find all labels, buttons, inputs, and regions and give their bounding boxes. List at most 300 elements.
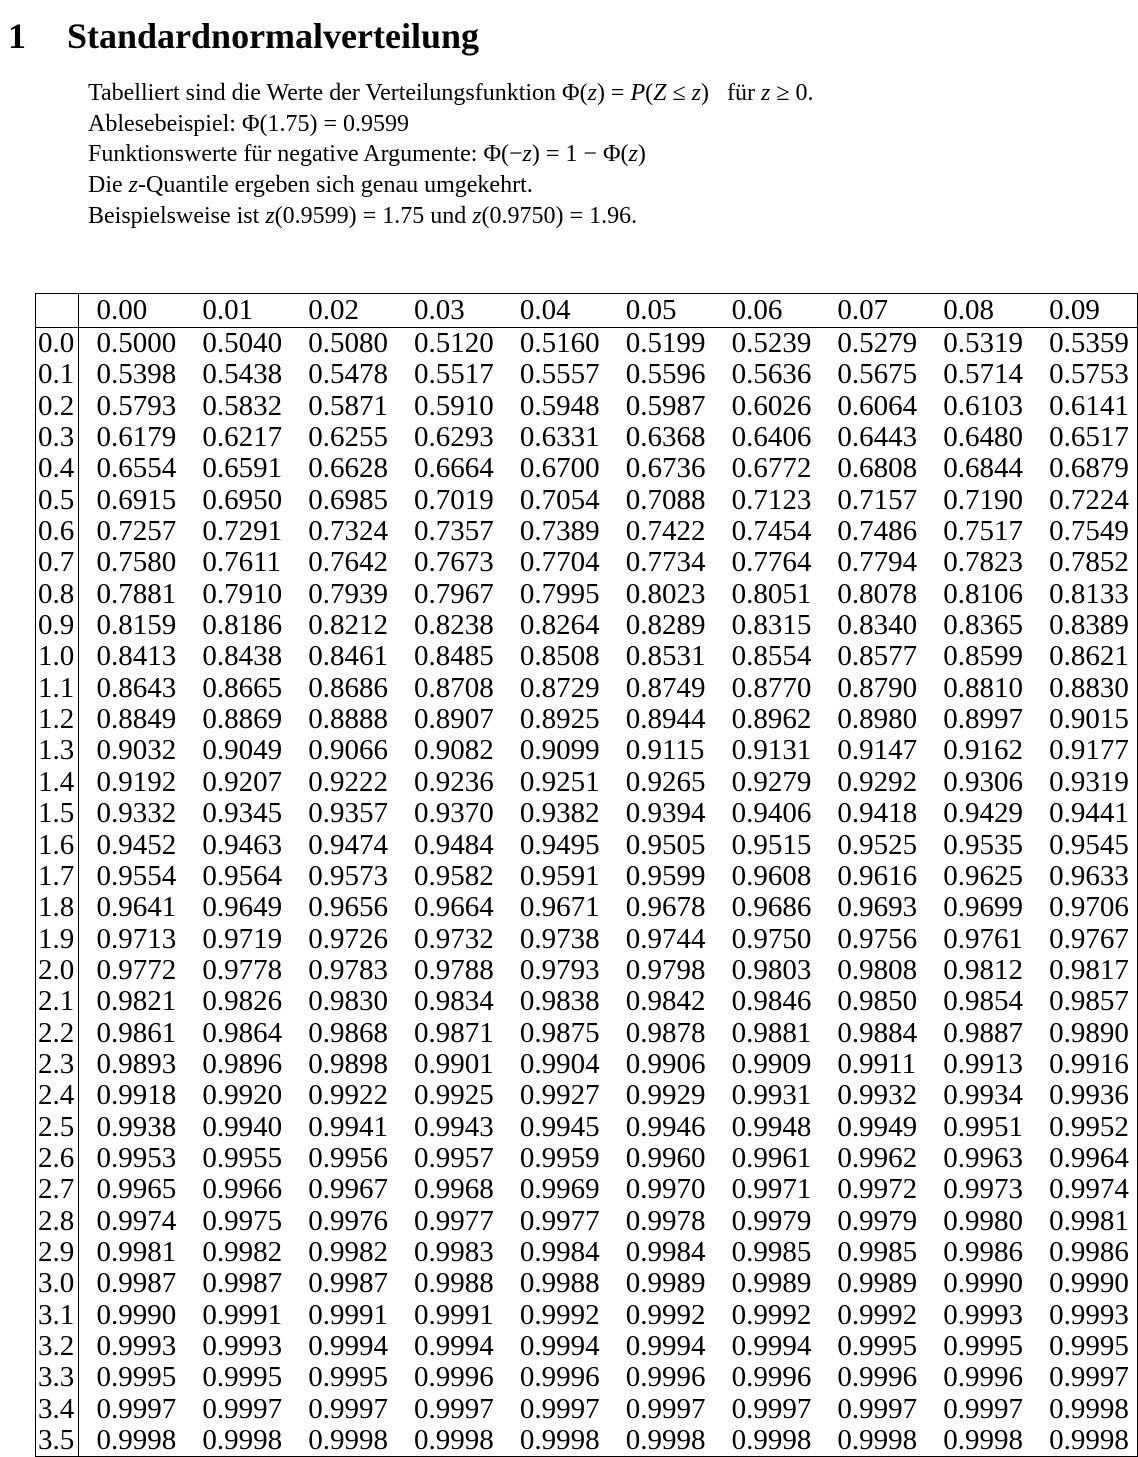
table-row [36,485,1138,516]
phi-value-cell: 0.8621 [1049,641,1129,673]
phi-value-cell: 0.6772 [731,453,812,485]
phi-value-cell: 0.8212 [308,610,388,642]
phi-value-cell: 0.9406 [731,798,812,830]
phi-value-cell: 0.9946 [625,1111,706,1143]
phi-value-cell: 0.9913 [943,1048,1023,1080]
phi-value-cell: 0.9767 [1049,923,1129,955]
col-header: 0.07 [819,294,925,328]
phi-value-cell: 0.8962 [731,704,812,736]
phi-value-cell: 0.9750 [731,923,812,955]
phi-value-cell: 0.9842 [625,986,706,1018]
z-row-label: 1.3 [36,735,79,766]
phi-value-cell: 0.9971 [731,1174,812,1206]
phi-value-cell: 0.9394 [625,798,706,830]
phi-value-cell: 0.9082 [414,735,494,767]
phi-value-cell: 0.8686 [308,672,388,704]
phi-value-cell: 0.8389 [1049,610,1129,642]
table-row [36,1331,1138,1362]
phi-value-cell: 0.5596 [625,359,706,391]
phi-value-cell: 0.8729 [519,672,600,704]
phi-value-cell: 0.9236 [414,766,494,798]
phi-value-cell: 0.9997 [837,1393,918,1425]
phi-value-cell: 0.9987 [96,1268,177,1300]
phi-value-cell: 0.9934 [943,1080,1023,1112]
phi-value-cell: 0.9983 [414,1236,494,1268]
phi-value-cell: 0.9992 [837,1299,918,1331]
phi-value-cell: 0.9994 [625,1331,706,1362]
phi-value-cell: 0.7224 [1049,484,1129,516]
phi-value-cell: 0.5359 [1049,327,1129,359]
phi-value-cell: 0.5279 [837,327,918,359]
z-row-label: 3.4 [36,1394,79,1425]
phi-value-cell: 0.8186 [202,610,283,642]
phi-value-cell: 0.9985 [731,1236,812,1268]
phi-value-cell: 0.9962 [837,1142,918,1174]
phi-value-cell: 0.5987 [625,390,706,422]
text-segment: ) = [596,80,631,106]
header-row [36,294,1138,328]
phi-value-cell: 0.9975 [202,1205,283,1237]
math-variable: z [472,202,482,229]
phi-value-cell: 0.9943 [414,1111,494,1143]
phi-value-cell: 0.5557 [519,359,600,391]
phi-value-cell: 0.9998 [625,1425,706,1457]
phi-value-cell: 0.5160 [519,327,600,359]
phi-value-cell: 0.9994 [308,1331,388,1362]
phi-value-cell: 0.9991 [308,1299,388,1331]
phi-value-cell: 0.5438 [202,359,283,391]
phi-value-cell: 0.9929 [625,1080,706,1112]
phi-value-cell: 0.9938 [96,1111,177,1143]
phi-value-cell: 0.5040 [202,327,283,359]
phi-value-cell: 0.6026 [731,390,812,422]
phi-value-cell: 0.8810 [943,672,1023,704]
table-row [36,1112,1138,1143]
phi-value-cell: 0.8577 [837,641,918,673]
phi-value-cell: 0.9441 [1049,798,1129,830]
phi-value-cell: 0.7881 [96,578,177,610]
phi-value-cell: 0.9967 [308,1174,388,1206]
table-row [36,391,1138,422]
math-variable: z [587,80,597,106]
phi-value-cell: 0.8643 [96,672,177,704]
phi-value-cell: 0.8238 [414,610,494,642]
table-row [36,861,1138,892]
text-segment: Funktionswerte für negative Argumente: Φ(− [88,141,523,168]
phi-value-cell: 0.7157 [837,484,918,516]
phi-value-cell: 0.7852 [1049,547,1129,579]
phi-value-cell: 0.9977 [519,1205,600,1237]
phi-value-cell: 0.9973 [943,1174,1023,1206]
phi-value-cell: 0.6915 [96,484,177,516]
phi-value-cell: 0.8485 [414,641,494,673]
phi-value-cell: 0.7939 [308,578,388,610]
phi-value-cell: 0.9996 [414,1362,494,1394]
phi-value-cell: 0.8413 [96,641,177,673]
phi-value-cell: 0.8461 [308,641,388,673]
phi-value-cell: 0.6844 [943,453,1023,485]
phi-value-cell: 0.9772 [96,954,177,986]
phi-value-cell: 0.9986 [943,1236,1023,1268]
phi-value-cell: 0.9996 [519,1362,600,1394]
phi-value-cell: 0.9251 [519,766,600,798]
phi-value-cell: 0.9719 [202,923,283,955]
phi-value-cell: 0.9599 [625,860,706,892]
math-variable: z [761,80,771,106]
table-row [36,1268,1138,1299]
phi-value-cell: 0.9649 [202,892,283,924]
z-row-label: 1.5 [36,798,79,829]
phi-value-cell: 0.9941 [308,1111,388,1143]
phi-value-cell: 0.9864 [202,1017,283,1049]
phi-value-cell: 0.9918 [96,1080,177,1112]
phi-value-cell: 0.9998 [1049,1425,1129,1457]
phi-value-cell: 0.8438 [202,641,283,673]
phi-value-cell: 0.9115 [625,735,705,767]
phi-value-cell: 0.5478 [308,359,388,391]
table-row [36,1080,1138,1111]
phi-value-cell: 0.9961 [731,1142,812,1174]
z-row-label: 0.8 [36,579,79,610]
phi-value-cell: 0.5636 [731,359,812,391]
phi-value-cell: 0.5517 [414,359,494,391]
phi-value-cell: 0.9982 [308,1236,388,1268]
phi-value-cell: 0.9633 [1049,860,1129,892]
table-row [36,986,1138,1017]
phi-value-cell: 0.9996 [625,1362,706,1394]
section-number: 1 [8,16,26,56]
phi-value-cell: 0.7704 [519,547,600,579]
phi-value-cell: 0.9957 [414,1142,494,1174]
phi-value-cell: 0.9925 [414,1080,494,1112]
z-row-label: 0.6 [36,516,79,547]
phi-value-cell: 0.9664 [414,892,494,924]
phi-value-cell: 0.8106 [943,578,1023,610]
phi-value-cell: 0.6064 [837,390,918,422]
phi-value-cell: 0.6879 [1049,453,1129,485]
phi-value-cell: 0.5832 [202,390,283,422]
phi-value-cell: 0.9761 [943,923,1023,955]
col-header: 0.01 [184,294,290,328]
z-row-label: 1.4 [36,767,79,798]
phi-value-cell: 0.8830 [1049,672,1129,704]
phi-value-cell: 0.7611 [202,547,282,579]
phi-value-cell: 0.9177 [1049,735,1129,767]
phi-value-cell: 0.9966 [202,1174,283,1206]
phi-value-cell: 0.9994 [519,1331,600,1362]
phi-value-cell: 0.5753 [1049,359,1129,391]
phi-value-cell: 0.6368 [625,422,706,454]
phi-value-cell: 0.9625 [943,860,1023,892]
z-row-label: 0.0 [36,328,79,360]
table-row [36,328,1138,360]
phi-value-cell: 0.9997 [519,1393,600,1425]
phi-value-cell: 0.9995 [96,1362,177,1394]
phi-value-cell: 0.9997 [1049,1362,1129,1394]
phi-value-cell: 0.9887 [943,1017,1023,1049]
z-row-label: 1.7 [36,861,79,892]
table-row [36,547,1138,578]
phi-value-cell: 0.9953 [96,1142,177,1174]
phi-value-cell: 0.8023 [625,578,706,610]
phi-value-cell: 0.9370 [414,798,494,830]
phi-value-cell: 0.9972 [837,1174,918,1206]
phi-value-cell: 0.5910 [414,390,494,422]
phi-value-cell: 0.9306 [943,766,1023,798]
phi-value-cell: 0.7794 [837,547,918,579]
phi-value-cell: 0.9997 [625,1393,706,1425]
phi-value-cell: 0.9846 [731,986,812,1018]
phi-value-cell: 0.9265 [625,766,706,798]
phi-value-cell: 0.9871 [414,1017,494,1049]
phi-value-cell: 0.9990 [943,1268,1023,1300]
intro-line [88,109,814,140]
phi-value-cell: 0.9988 [414,1268,494,1300]
phi-value-cell: 0.9995 [308,1362,388,1394]
phi-value-cell: 0.9994 [731,1331,812,1362]
phi-value-cell: 0.7454 [731,516,812,548]
phi-value-cell: 0.9911 [837,1048,917,1080]
text-segment: ( [645,80,654,106]
z-row-label: 2.5 [36,1112,79,1143]
phi-value-cell: 0.9345 [202,798,283,830]
phi-value-cell: 0.9974 [96,1205,177,1237]
phi-value-cell: 0.9608 [731,860,812,892]
phi-value-cell: 0.5675 [837,359,918,391]
math-variable: z [628,141,638,168]
phi-value-cell: 0.9904 [519,1048,600,1080]
phi-value-cell: 0.9959 [519,1142,600,1174]
phi-value-cell: 0.9963 [943,1142,1023,1174]
phi-value-cell: 0.6517 [1049,422,1129,454]
page-title: Standardnormalverteilung [67,16,480,56]
phi-value-cell: 0.8869 [202,704,283,736]
phi-value-cell: 0.7190 [943,484,1023,516]
phi-value-cell: 0.9162 [943,735,1023,767]
phi-value-cell: 0.6736 [625,453,706,485]
phi-value-cell: 0.7422 [625,516,706,548]
phi-value-cell: 0.8665 [202,672,283,704]
phi-value-cell: 0.7389 [519,516,600,548]
phi-value-cell: 0.9878 [625,1017,706,1049]
intro-line [88,170,814,201]
phi-value-cell: 0.9838 [519,986,600,1018]
phi-value-cell: 0.6443 [837,422,918,454]
z-row-label: 1.2 [36,704,79,735]
phi-value-cell: 0.7642 [308,547,388,579]
phi-value-cell: 0.6700 [519,453,600,485]
z-row-label: 2.0 [36,955,79,986]
phi-value-cell: 0.9922 [308,1080,388,1112]
phi-value-cell: 0.9974 [1049,1174,1129,1206]
phi-value-cell: 0.9032 [96,735,177,767]
phi-value-cell: 0.6808 [837,453,918,485]
phi-value-cell: 0.9909 [731,1048,812,1080]
phi-value-cell: 0.9830 [308,986,388,1018]
phi-value-cell: 0.9948 [731,1111,812,1143]
phi-value-cell: 0.9535 [943,829,1023,861]
phi-value-cell: 0.9993 [1049,1299,1129,1331]
phi-value-cell: 0.9949 [837,1111,918,1143]
phi-value-cell: 0.9896 [202,1048,283,1080]
phi-value-cell: 0.9993 [202,1331,283,1362]
z-row-label: 2.1 [36,986,79,1017]
phi-value-cell: 0.9976 [308,1205,388,1237]
phi-value-cell: 0.9798 [625,954,706,986]
phi-value-cell: 0.9993 [943,1299,1023,1331]
phi-value-cell: 0.7324 [308,516,388,548]
math-variable: z [128,172,138,199]
phi-value-cell: 0.9452 [96,829,177,861]
table-row [36,1362,1138,1393]
phi-value-cell: 0.9573 [308,860,388,892]
phi-value-cell: 0.8888 [308,704,388,736]
phi-value-cell: 0.7257 [96,516,177,548]
phi-value-cell: 0.5000 [96,327,177,359]
phi-value-cell: 0.9956 [308,1142,388,1174]
phi-value-cell: 0.9989 [731,1268,812,1300]
phi-value-cell: 0.6255 [308,422,388,454]
phi-value-cell: 0.7967 [414,578,494,610]
phi-value-cell: 0.9505 [625,829,706,861]
table-row [36,1049,1138,1080]
phi-value-cell: 0.9890 [1049,1017,1129,1049]
phi-value-cell: 0.9995 [943,1331,1023,1362]
phi-value-cell: 0.9945 [519,1111,600,1143]
phi-value-cell: 0.9964 [1049,1142,1129,1174]
text-segment: ≥ 0. [770,80,814,106]
phi-value-cell: 0.9357 [308,798,388,830]
phi-value-cell: 0.9927 [519,1080,600,1112]
phi-value-cell: 0.9744 [625,923,706,955]
phi-value-cell: 0.5948 [519,390,600,422]
col-header: 0.06 [714,294,820,328]
phi-value-cell: 0.9554 [96,860,177,892]
phi-value-cell: 0.9418 [837,798,918,830]
phi-value-cell: 0.6664 [414,453,494,485]
table-row [36,453,1138,484]
phi-value-cell: 0.9850 [837,986,918,1018]
phi-value-cell: 0.8289 [625,610,706,642]
phi-value-cell: 0.9616 [837,860,918,892]
phi-value-cell: 0.9989 [837,1268,918,1300]
phi-value-cell: 0.9979 [837,1205,918,1237]
z-row-label: 0.4 [36,453,79,484]
phi-value-cell: 0.9995 [202,1362,283,1394]
phi-value-cell: 0.9998 [837,1425,918,1457]
phi-value-cell: 0.9952 [1049,1111,1129,1143]
phi-value-cell: 0.8159 [96,610,177,642]
phi-value-cell: 0.9738 [519,923,600,955]
phi-value-cell: 0.7019 [414,484,494,516]
phi-value-cell: 0.8708 [414,672,494,704]
phi-value-cell: 0.9981 [96,1236,177,1268]
phi-value-cell: 0.9997 [308,1393,388,1425]
table-row [36,892,1138,923]
col-header: 0.08 [925,294,1031,328]
intro-line [88,139,814,170]
phi-value-cell: 0.9951 [943,1111,1023,1143]
phi-value-cell: 0.9991 [414,1299,494,1331]
phi-value-cell: 0.6141 [1049,390,1129,422]
col-header: 0.02 [290,294,396,328]
phi-value-cell: 0.9474 [308,829,388,861]
phi-value-cell: 0.9996 [837,1362,918,1394]
math-variable: z [691,80,702,106]
phi-value-cell: 0.9641 [96,892,177,924]
phi-value-cell: 0.5120 [414,327,494,359]
text-segment: ) [637,141,646,168]
table-row [36,516,1138,547]
phi-value-cell: 0.7357 [414,516,494,548]
phi-value-cell: 0.9931 [731,1080,812,1112]
phi-value-cell: 0.8531 [625,641,706,673]
math-variable: z [265,202,275,229]
z-row-label: 3.3 [36,1362,79,1393]
table-row [36,1425,1138,1457]
corner-cell [36,294,79,328]
phi-value-cell: 0.7734 [625,547,706,579]
phi-value-cell: 0.9916 [1049,1048,1129,1080]
z-row-label: 1.0 [36,641,79,672]
table-row [36,955,1138,986]
phi-value-cell: 0.9994 [414,1331,494,1362]
phi-value-cell: 0.9147 [837,735,918,767]
phi-value-cell: 0.9906 [625,1048,706,1080]
table-row [36,1394,1138,1425]
phi-value-cell: 0.9979 [731,1205,812,1237]
phi-value-cell: 0.9991 [202,1299,283,1331]
phi-value-cell: 0.9834 [414,986,494,1018]
intro-line [88,201,814,232]
text-segment: Tabelliert sind die Werte der Verteilungsfunktion Φ( [88,80,588,106]
z-row-label: 0.7 [36,547,79,578]
phi-table-header [36,294,1138,328]
phi-value-cell: 0.9131 [731,735,812,767]
phi-value-cell: 0.5793 [96,390,177,422]
phi-value-cell: 0.9984 [519,1236,600,1268]
phi-value-cell: 0.6554 [96,453,177,485]
phi-value-cell: 0.9382 [519,798,600,830]
table-row [36,579,1138,610]
phi-value-cell: 0.9861 [96,1017,177,1049]
phi-table [35,293,1138,1457]
phi-value-cell: 0.9936 [1049,1080,1129,1112]
phi-value-cell: 0.8340 [837,610,918,642]
z-row-label: 0.2 [36,391,79,422]
phi-value-cell: 0.9984 [625,1236,706,1268]
phi-value-cell: 0.9995 [1049,1331,1129,1362]
phi-value-cell: 0.5398 [96,359,177,391]
intro-line [88,78,814,109]
phi-value-cell: 0.7549 [1049,516,1129,548]
phi-value-cell: 0.9881 [731,1017,812,1049]
phi-value-cell: 0.9099 [519,735,600,767]
phi-value-cell: 0.8133 [1049,578,1129,610]
math-variable: P [630,80,646,106]
table-row [36,1237,1138,1268]
phi-value-cell: 0.7764 [731,547,812,579]
phi-value-cell: 0.9656 [308,892,388,924]
phi-value-cell: 0.9960 [625,1142,706,1174]
z-row-label: 2.8 [36,1206,79,1237]
z-row-label: 1.6 [36,830,79,861]
phi-value-cell: 0.9990 [1049,1268,1129,1300]
table-row [36,1018,1138,1049]
text-segment: -Quantile ergeben sich genau umgekehrt. [138,172,533,199]
phi-value-cell: 0.6217 [202,422,283,454]
phi-value-cell: 0.9192 [96,766,177,798]
